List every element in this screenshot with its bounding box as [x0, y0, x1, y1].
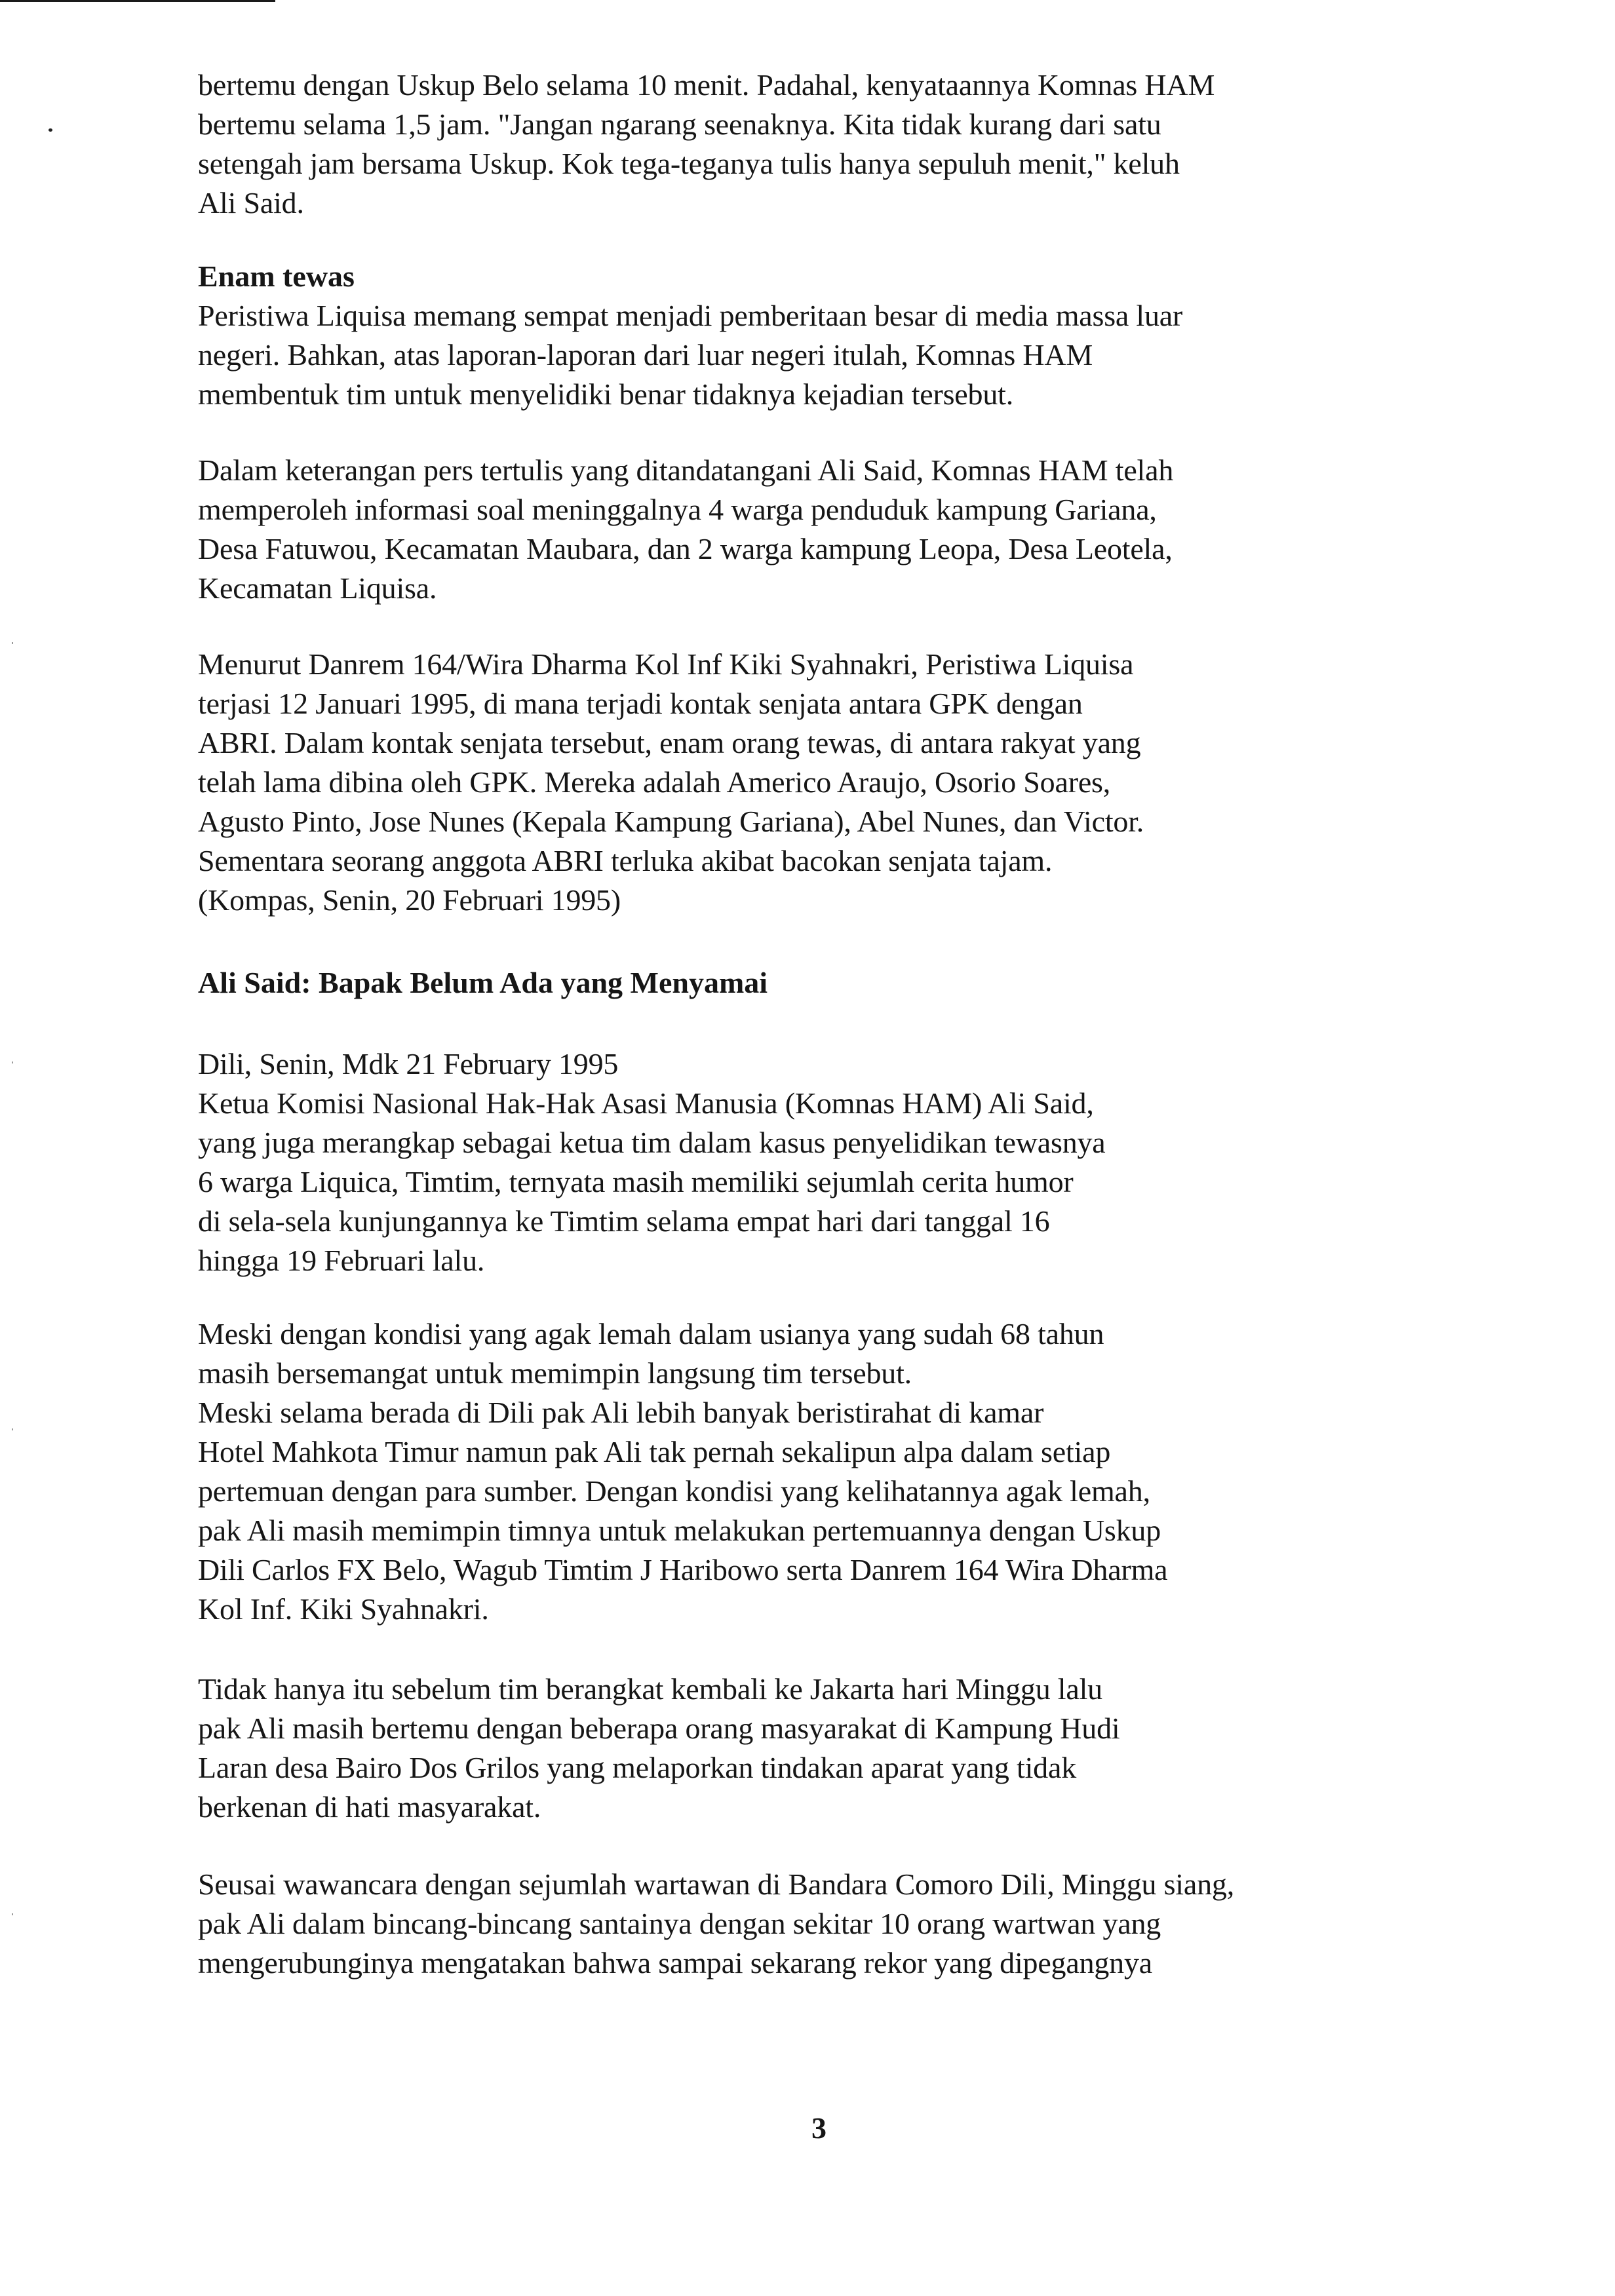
text-line: terjasi 12 Januari 1995, di mana terjadi kontak senjata antara GPK dengan	[198, 687, 1083, 720]
article-title: Ali Said: Bapak Belum Ada yang Menyamai	[198, 966, 768, 999]
text-line: setengah jam bersama Uskup. Kok tega-teganya tulis hanya sepuluh menit," keluh	[198, 147, 1180, 180]
text-line: di sela-sela kunjungannya ke Timtim selama empat hari dari tanggal 16	[198, 1204, 1050, 1238]
text-line: Agusto Pinto, Jose Nunes (Kepala Kampung Gariana), Abel Nunes, dan Victor.	[198, 805, 1144, 838]
paragraph	[198, 1044, 1456, 1280]
text-line: hingga 19 Februari lalu.	[198, 1244, 485, 1277]
section-heading: Enam tewas	[198, 259, 355, 293]
paragraph	[198, 66, 1456, 223]
text-line: Kecamatan Liquisa.	[198, 571, 437, 605]
text-line: Peristiwa Liquisa memang sempat menjadi pemberitaan besar di media massa luar	[198, 299, 1183, 332]
article-title-block	[198, 963, 1456, 1003]
text-line: Hotel Mahkota Timur namun pak Ali tak pernah sekalipun alpa dalam setiap	[198, 1435, 1111, 1468]
text-line: masih bersemangat untuk memimpin langsung tim tersebut.	[198, 1356, 912, 1390]
text-line: (Kompas, Senin, 20 Februari 1995)	[198, 883, 621, 917]
text-line: memperoleh informasi soal meninggalnya 4 warga penduduk kampung Gariana,	[198, 493, 1157, 526]
scan-margin-mark	[12, 1062, 13, 1063]
text-line: Seusai wawancara dengan sejumlah wartawan di Bandara Comoro Dili, Minggu siang,	[198, 1867, 1234, 1901]
text-line: Tidak hanya itu sebelum tim berangkat kembali ke Jakarta hari Minggu lalu	[198, 1672, 1102, 1706]
text-line: bertemu dengan Uskup Belo selama 10 menit. Padahal, kenyataannya Komnas HAM	[198, 68, 1215, 102]
text-line: yang juga merangkap sebagai ketua tim dalam kasus penyelidikan tewasnya	[198, 1126, 1106, 1159]
text-line: pak Ali masih memimpin timnya untuk melakukan pertemuannya dengan Uskup	[198, 1514, 1161, 1547]
paragraph	[198, 1670, 1456, 1827]
text-line: negeri. Bahkan, atas laporan-laporan dari luar negeri itulah, Komnas HAM	[198, 338, 1093, 372]
text-line: Laran desa Bairo Dos Grilos yang melaporkan tindakan aparat yang tidak	[198, 1751, 1076, 1784]
text-line: pak Ali dalam bincang-bincang santainya dengan sekitar 10 orang wartwan yang	[198, 1907, 1161, 1940]
text-line: Kol Inf. Kiki Syahnakri.	[198, 1592, 489, 1626]
text-line: Menurut Danrem 164/Wira Dharma Kol Inf Kiki Syahnakri, Peristiwa Liquisa	[198, 647, 1134, 681]
text-line: Sementara seorang anggota ABRI terluka akibat bacokan senjata tajam.	[198, 844, 1053, 877]
text-line: 6 warga Liquica, Timtim, ternyata masih memiliki sejumlah cerita humor	[198, 1165, 1074, 1198]
scan-edge-mark	[0, 0, 275, 2]
paragraph	[198, 451, 1456, 608]
dateline: Dili, Senin, Mdk 21 February 1995	[198, 1047, 619, 1081]
paragraph	[198, 645, 1456, 920]
text-line: Dili Carlos FX Belo, Wagub Timtim J Haribowo serta Danrem 164 Wira Dharma	[198, 1553, 1168, 1586]
text-line: membentuk tim untuk menyelidiki benar tidaknya kejadian tersebut.	[198, 377, 1014, 411]
text-line: Ali Said.	[198, 186, 304, 220]
paragraph	[198, 1865, 1456, 1983]
text-line: berkenan di hati masyarakat.	[198, 1790, 541, 1824]
text-line: Dalam keterangan pers tertulis yang ditandatangani Ali Said, Komnas HAM telah	[198, 453, 1174, 487]
text-line: Ketua Komisi Nasional Hak-Hak Asasi Manusia (Komnas HAM) Ali Said,	[198, 1086, 1094, 1120]
text-line: bertemu selama 1,5 jam. "Jangan ngarang seenaknya. Kita tidak kurang dari satu	[198, 107, 1161, 141]
page-number: 3	[811, 2111, 827, 2145]
scan-speck	[49, 128, 52, 132]
scan-margin-mark	[12, 642, 13, 644]
scan-margin-mark	[12, 1913, 13, 1915]
text-line: Meski dengan kondisi yang agak lemah dalam usianya yang sudah 68 tahun	[198, 1317, 1104, 1350]
text-line: pak Ali masih bertemu dengan beberapa orang masyarakat di Kampung Hudi	[198, 1712, 1120, 1745]
text-line: telah lama dibina oleh GPK. Mereka adalah Americo Araujo, Osorio Soares,	[198, 765, 1111, 799]
text-line: pertemuan dengan para sumber. Dengan kondisi yang kelihatannya agak lemah,	[198, 1474, 1150, 1508]
scan-margin-mark	[12, 1428, 13, 1430]
text-line: Desa Fatuwou, Kecamatan Maubara, dan 2 warga kampung Leopa, Desa Leotela,	[198, 532, 1173, 565]
paragraph	[198, 1314, 1456, 1629]
section	[198, 257, 1456, 414]
text-line: Meski selama berada di Dili pak Ali lebih banyak beristirahat di kamar	[198, 1396, 1044, 1429]
text-line: mengerubunginya mengatakan bahwa sampai sekarang rekor yang dipegangnya	[198, 1946, 1152, 1980]
text-line: ABRI. Dalam kontak senjata tersebut, enam orang tewas, di antara rakyat yang	[198, 726, 1141, 759]
